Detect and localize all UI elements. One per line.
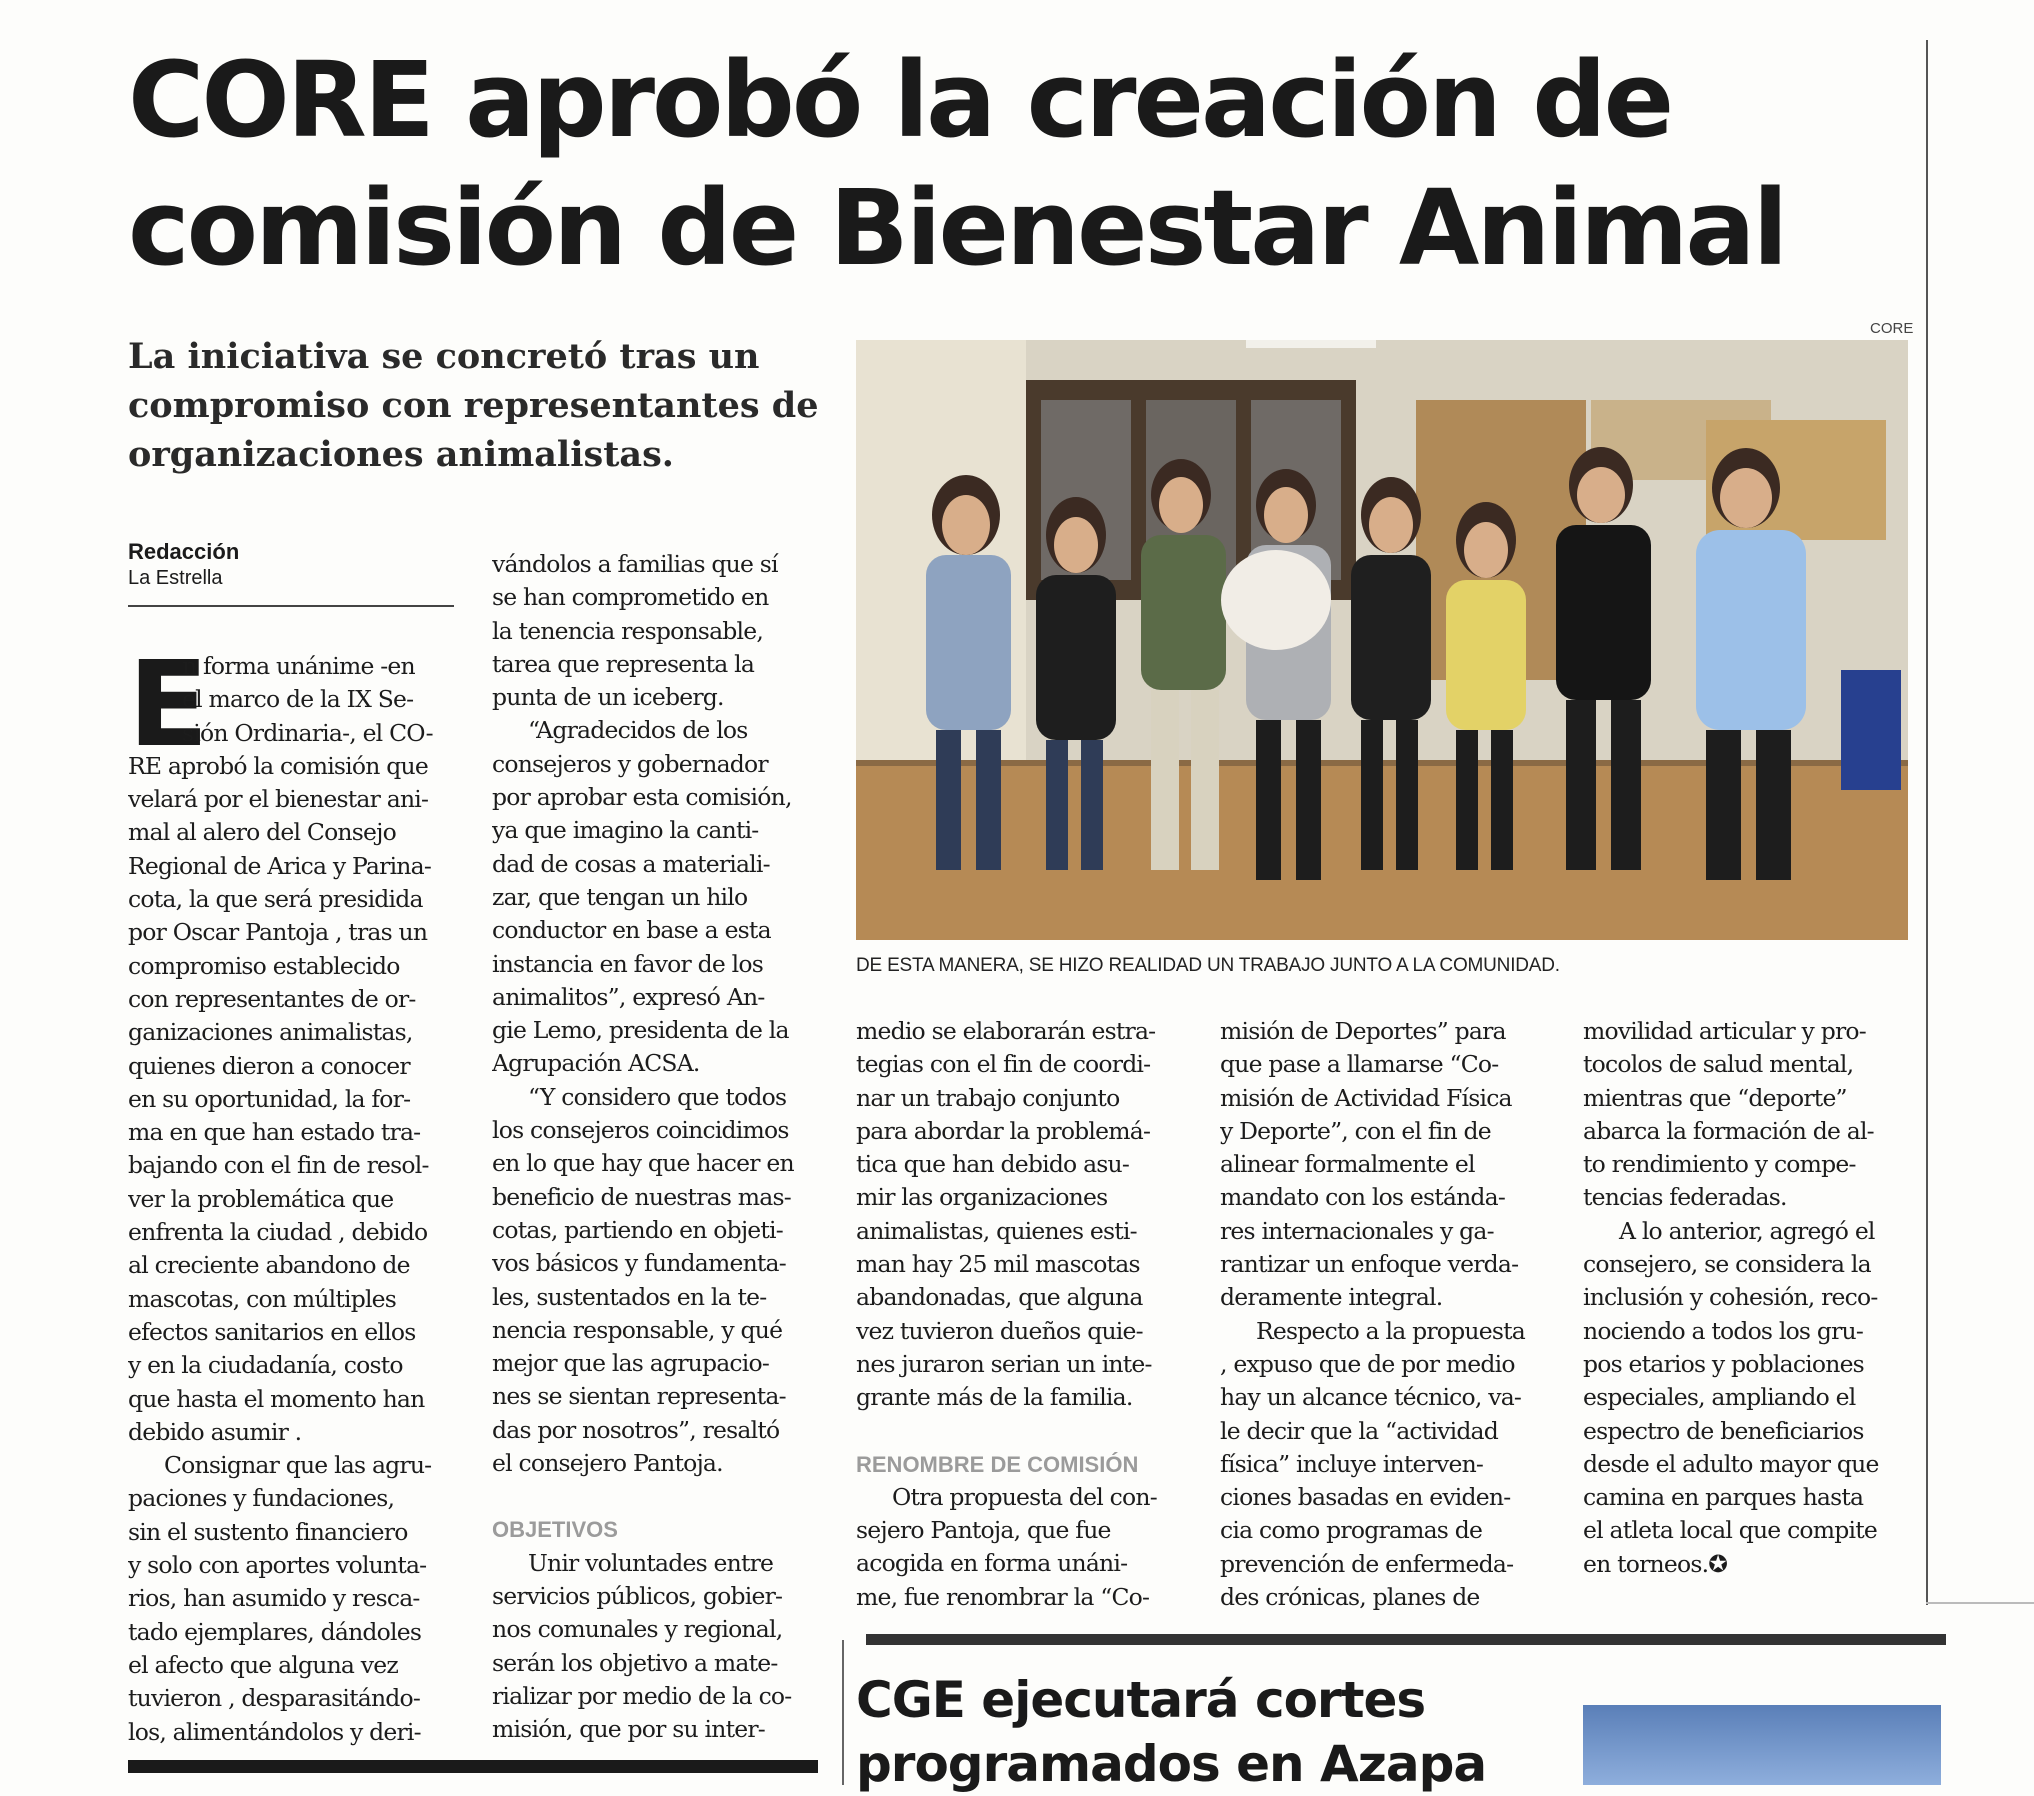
body-line: grante más de la familia. <box>856 1383 1133 1412</box>
body-line: vez tuvieron dueños quie- <box>856 1316 1143 1345</box>
body-line: consejeros y gobernador <box>492 749 768 778</box>
body-line: tegias con el fin de coordi- <box>856 1050 1151 1079</box>
article-column-4 <box>1220 1015 1546 1614</box>
second-headline-line-1: CGE ejecutará cortes <box>856 1671 1426 1729</box>
body-line: des crónicas, planes de <box>1220 1583 1480 1612</box>
body-line: res internacionales y ga- <box>1220 1216 1494 1245</box>
article-column-3 <box>856 1015 1182 1614</box>
body-line: el marco de la IX Se- <box>182 685 414 714</box>
body-line: misión de Actividad Física <box>1220 1083 1512 1112</box>
body-line: vándolos a familias que sí <box>492 550 778 578</box>
body-line: mandato con los estánda- <box>1220 1183 1506 1212</box>
body-line: cotas, partiendo en objeti- <box>492 1215 783 1244</box>
body-line: tica que han debido asu- <box>856 1150 1130 1179</box>
deck <box>128 332 828 479</box>
body-line: dad de cosas a materiali- <box>492 849 770 878</box>
body-line: el consejero Pantoja. <box>492 1449 723 1478</box>
body-line: sión Ordinaria-, el CO- <box>182 718 433 747</box>
body-line: das por nosotros”, resaltó <box>492 1415 780 1444</box>
body-line: por aprobar esta comisión, <box>492 783 792 812</box>
deck-line-3: organizaciones animalistas. <box>128 434 674 475</box>
body-line: RE aprobó la comisión que <box>128 751 428 780</box>
body-line: y Deporte”, con el fin de <box>1220 1116 1491 1145</box>
body-line: Agrupación ACSA. <box>492 1049 700 1078</box>
body-line: tado ejemplares, dándoles <box>128 1617 422 1646</box>
drop-cap: E <box>128 635 209 773</box>
body-line: espectro de beneficiarios <box>1583 1416 1864 1445</box>
body-line: conductor en base a esta <box>492 916 771 945</box>
body-line: por Oscar Pantoja , tras un <box>128 918 428 947</box>
edge-rule <box>1926 1602 2034 1604</box>
body-line: abandonadas, que alguna <box>856 1283 1143 1312</box>
photo-credit: CORE <box>1870 320 1914 337</box>
body-line: nencia responsable, y qué <box>492 1315 783 1344</box>
byline <box>128 538 239 590</box>
body-line: Respecto a la propuesta <box>1256 1316 1525 1345</box>
body-line: punta de un iceberg. <box>492 683 724 712</box>
body-line: compromiso establecido <box>128 951 400 980</box>
byline-rule <box>128 605 454 607</box>
body-line: en lo que hay que hacer en <box>492 1149 794 1178</box>
deck-line-1: La iniciativa se concretó tras un <box>128 336 760 377</box>
body-line: sin el sustento financiero <box>128 1517 408 1546</box>
second-headline-line-2: programados en Azapa <box>856 1735 1487 1793</box>
page-column-rule <box>1926 40 1928 1605</box>
body-line: prevención de enfermeda- <box>1220 1549 1514 1578</box>
body-line: animalistas, quienes esti- <box>856 1216 1137 1245</box>
photo-caption: DE ESTA MANERA, SE HIZO REALIDAD UN TRABAJO JUNTO A LA COMUNIDAD. <box>856 955 1560 976</box>
body-line: con representantes de or- <box>128 984 416 1013</box>
article-column-2 <box>492 548 818 1746</box>
body-line: para abordar la problemá- <box>856 1116 1151 1145</box>
body-line: los consejeros coincidimos <box>492 1116 789 1145</box>
body-line: rializar por medio de la co- <box>492 1681 792 1710</box>
body-line: tocolos de salud mental, <box>1583 1050 1854 1079</box>
body-line: nociendo a todos los gru- <box>1583 1316 1864 1345</box>
body-line: les, sustentados en la te- <box>492 1282 767 1311</box>
subheading-renombre: RENOMBRE DE COMISIÓN <box>856 1451 1139 1477</box>
body-line: la tenencia responsable, <box>492 616 764 645</box>
body-line: velará por el bienestar ani- <box>128 785 429 814</box>
deck-line-2: compromiso con representantes de <box>128 385 819 426</box>
body-line: beneficio de nuestras mas- <box>492 1182 791 1211</box>
body-line: animalitos”, expresó An- <box>492 982 765 1011</box>
body-line: tencias federadas. <box>1583 1183 1787 1212</box>
body-line: pos etarios y poblaciones <box>1583 1349 1864 1378</box>
group-photo <box>856 340 1908 940</box>
body-line: hay un alcance técnico, va- <box>1220 1383 1522 1412</box>
headline-line-1: CORE aprobó la creación de <box>128 39 1672 161</box>
body-line: mal al alero del Consejo <box>128 818 396 847</box>
body-line: rios, han asumido y resca- <box>128 1584 420 1613</box>
body-line: instancia en favor de los <box>492 949 763 978</box>
body-line: nos comunales y regional, <box>492 1615 783 1644</box>
body-line: nes juraron serian un inte- <box>856 1349 1152 1378</box>
paragraph-gap <box>492 1480 818 1513</box>
body-line: Regional de Arica y Parina- <box>128 851 431 880</box>
body-line: en su oportunidad, la for- <box>128 1084 411 1113</box>
bottom-divider <box>128 1760 818 1773</box>
second-article-photo <box>1583 1705 1941 1785</box>
body-line: los, alimentándolos y deri- <box>128 1717 421 1746</box>
body-line: ya que imagino la canti- <box>492 816 759 845</box>
body-line: quienes dieron a conocer <box>128 1051 410 1080</box>
body-line: se han comprometido en <box>492 583 769 612</box>
body-line: ver la problemática que <box>128 1184 394 1213</box>
byline-author: Redacción <box>128 539 240 564</box>
body-line: tuvieron , desparasitándo- <box>128 1684 421 1713</box>
body-line: acogida en forma unáni- <box>856 1549 1128 1578</box>
group-photo-illustration <box>856 340 1908 940</box>
body-line: tarea que representa la <box>492 649 755 678</box>
byline-outlet: La Estrella <box>128 567 223 589</box>
body-line: ma en que han estado tra- <box>128 1118 421 1147</box>
body-line: Unir voluntades entre <box>528 1548 774 1577</box>
body-line: nes se sientan representa- <box>492 1382 786 1411</box>
body-line: n forma unánime -en <box>182 652 415 680</box>
body-line: camina en parques hasta <box>1583 1483 1864 1512</box>
body-line: que pase a llamarse “Co- <box>1220 1050 1499 1079</box>
body-line: sejero Pantoja, que fue <box>856 1516 1111 1545</box>
headline-line-2: comisión de Bienestar Animal <box>128 167 1786 289</box>
headline <box>128 36 1828 292</box>
body-line: rantizar un enfoque verda- <box>1220 1250 1519 1279</box>
body-line: física” incluye interven- <box>1220 1449 1484 1478</box>
body-line: A lo anterior, agregó el <box>1619 1216 1875 1245</box>
body-line: man hay 25 mil mascotas <box>856 1250 1140 1279</box>
body-line: mientras que “deporte” <box>1583 1083 1847 1112</box>
body-line: misión de Deportes” para <box>1220 1017 1506 1045</box>
section-divider <box>866 1634 1946 1645</box>
body-line: medio se elaborarán estra- <box>856 1017 1156 1045</box>
body-line: debido asumir . <box>128 1417 302 1446</box>
body-line: en torneos.✪ <box>1583 1549 1728 1578</box>
body-line: bajando con el fin de resol- <box>128 1151 429 1180</box>
body-line: cota, la que será presidida <box>128 885 423 914</box>
body-line: vos básicos y fundamenta- <box>492 1249 786 1278</box>
body-line: ciones basadas en eviden- <box>1220 1483 1511 1512</box>
body-line: alinear formalmente el <box>1220 1150 1475 1179</box>
body-line: mascotas, con múltiples <box>128 1284 397 1313</box>
body-line: y solo con aportes volunta- <box>128 1551 427 1580</box>
article-column-5 <box>1583 1015 1909 1581</box>
body-line: servicios públicos, gobier- <box>492 1581 783 1610</box>
body-line: paciones y fundaciones, <box>128 1484 395 1513</box>
body-line: nar un trabajo conjunto <box>856 1083 1120 1112</box>
subheading-objetivos: OBJETIVOS <box>492 1517 618 1543</box>
body-line: enfrenta la ciudad , debido <box>128 1218 428 1247</box>
body-line: me, fue renombrar la “Co- <box>856 1582 1150 1611</box>
body-line: cia como programas de <box>1220 1516 1483 1545</box>
body-line: efectos sanitarios en ellos <box>128 1317 416 1346</box>
body-line: Otra propuesta del con- <box>892 1482 1157 1511</box>
body-line: zar, que tengan un hilo <box>492 882 748 911</box>
body-line: el atleta local que compite <box>1583 1516 1877 1545</box>
body-line: el afecto que alguna vez <box>128 1650 398 1679</box>
body-line: le decir que la “actividad <box>1220 1416 1499 1445</box>
body-line: abarca la formación de al- <box>1583 1116 1874 1145</box>
body-line: y en la ciudadanía, costo <box>128 1351 403 1380</box>
body-line: movilidad articular y pro- <box>1583 1017 1866 1045</box>
body-line: “Y considero que todos <box>528 1082 787 1111</box>
body-line: consejero, se considera la <box>1583 1250 1871 1279</box>
article-column-1 <box>128 635 454 1749</box>
body-line: desde el adulto mayor que <box>1583 1449 1879 1478</box>
body-line: especiales, ampliando el <box>1583 1383 1856 1412</box>
body-line: misión, que por su inter- <box>492 1715 765 1744</box>
body-line: inclusión y cohesión, reco- <box>1583 1283 1878 1312</box>
body-line: mir las organizaciones <box>856 1183 1108 1212</box>
second-article-headline <box>856 1668 1556 1796</box>
body-line: gie Lemo, presidenta de la <box>492 1016 789 1045</box>
body-line: “Agradecidos de los <box>528 716 748 745</box>
body-line: , expuso que de por medio <box>1220 1349 1515 1378</box>
body-line: deramente integral. <box>1220 1283 1443 1312</box>
body-line: to rendimiento y compe- <box>1583 1150 1856 1179</box>
body-line: serán los objetivo a mate- <box>492 1648 778 1677</box>
body-line: mejor que las agrupacio- <box>492 1349 769 1378</box>
body-line: Consignar que las agru- <box>164 1451 432 1480</box>
paragraph-gap <box>856 1415 1182 1448</box>
bottom-column-rule <box>842 1640 844 1785</box>
body-line: al creciente abandono de <box>128 1251 410 1280</box>
body-line: que hasta el momento han <box>128 1384 425 1413</box>
body-line: ganizaciones animalistas, <box>128 1018 413 1047</box>
